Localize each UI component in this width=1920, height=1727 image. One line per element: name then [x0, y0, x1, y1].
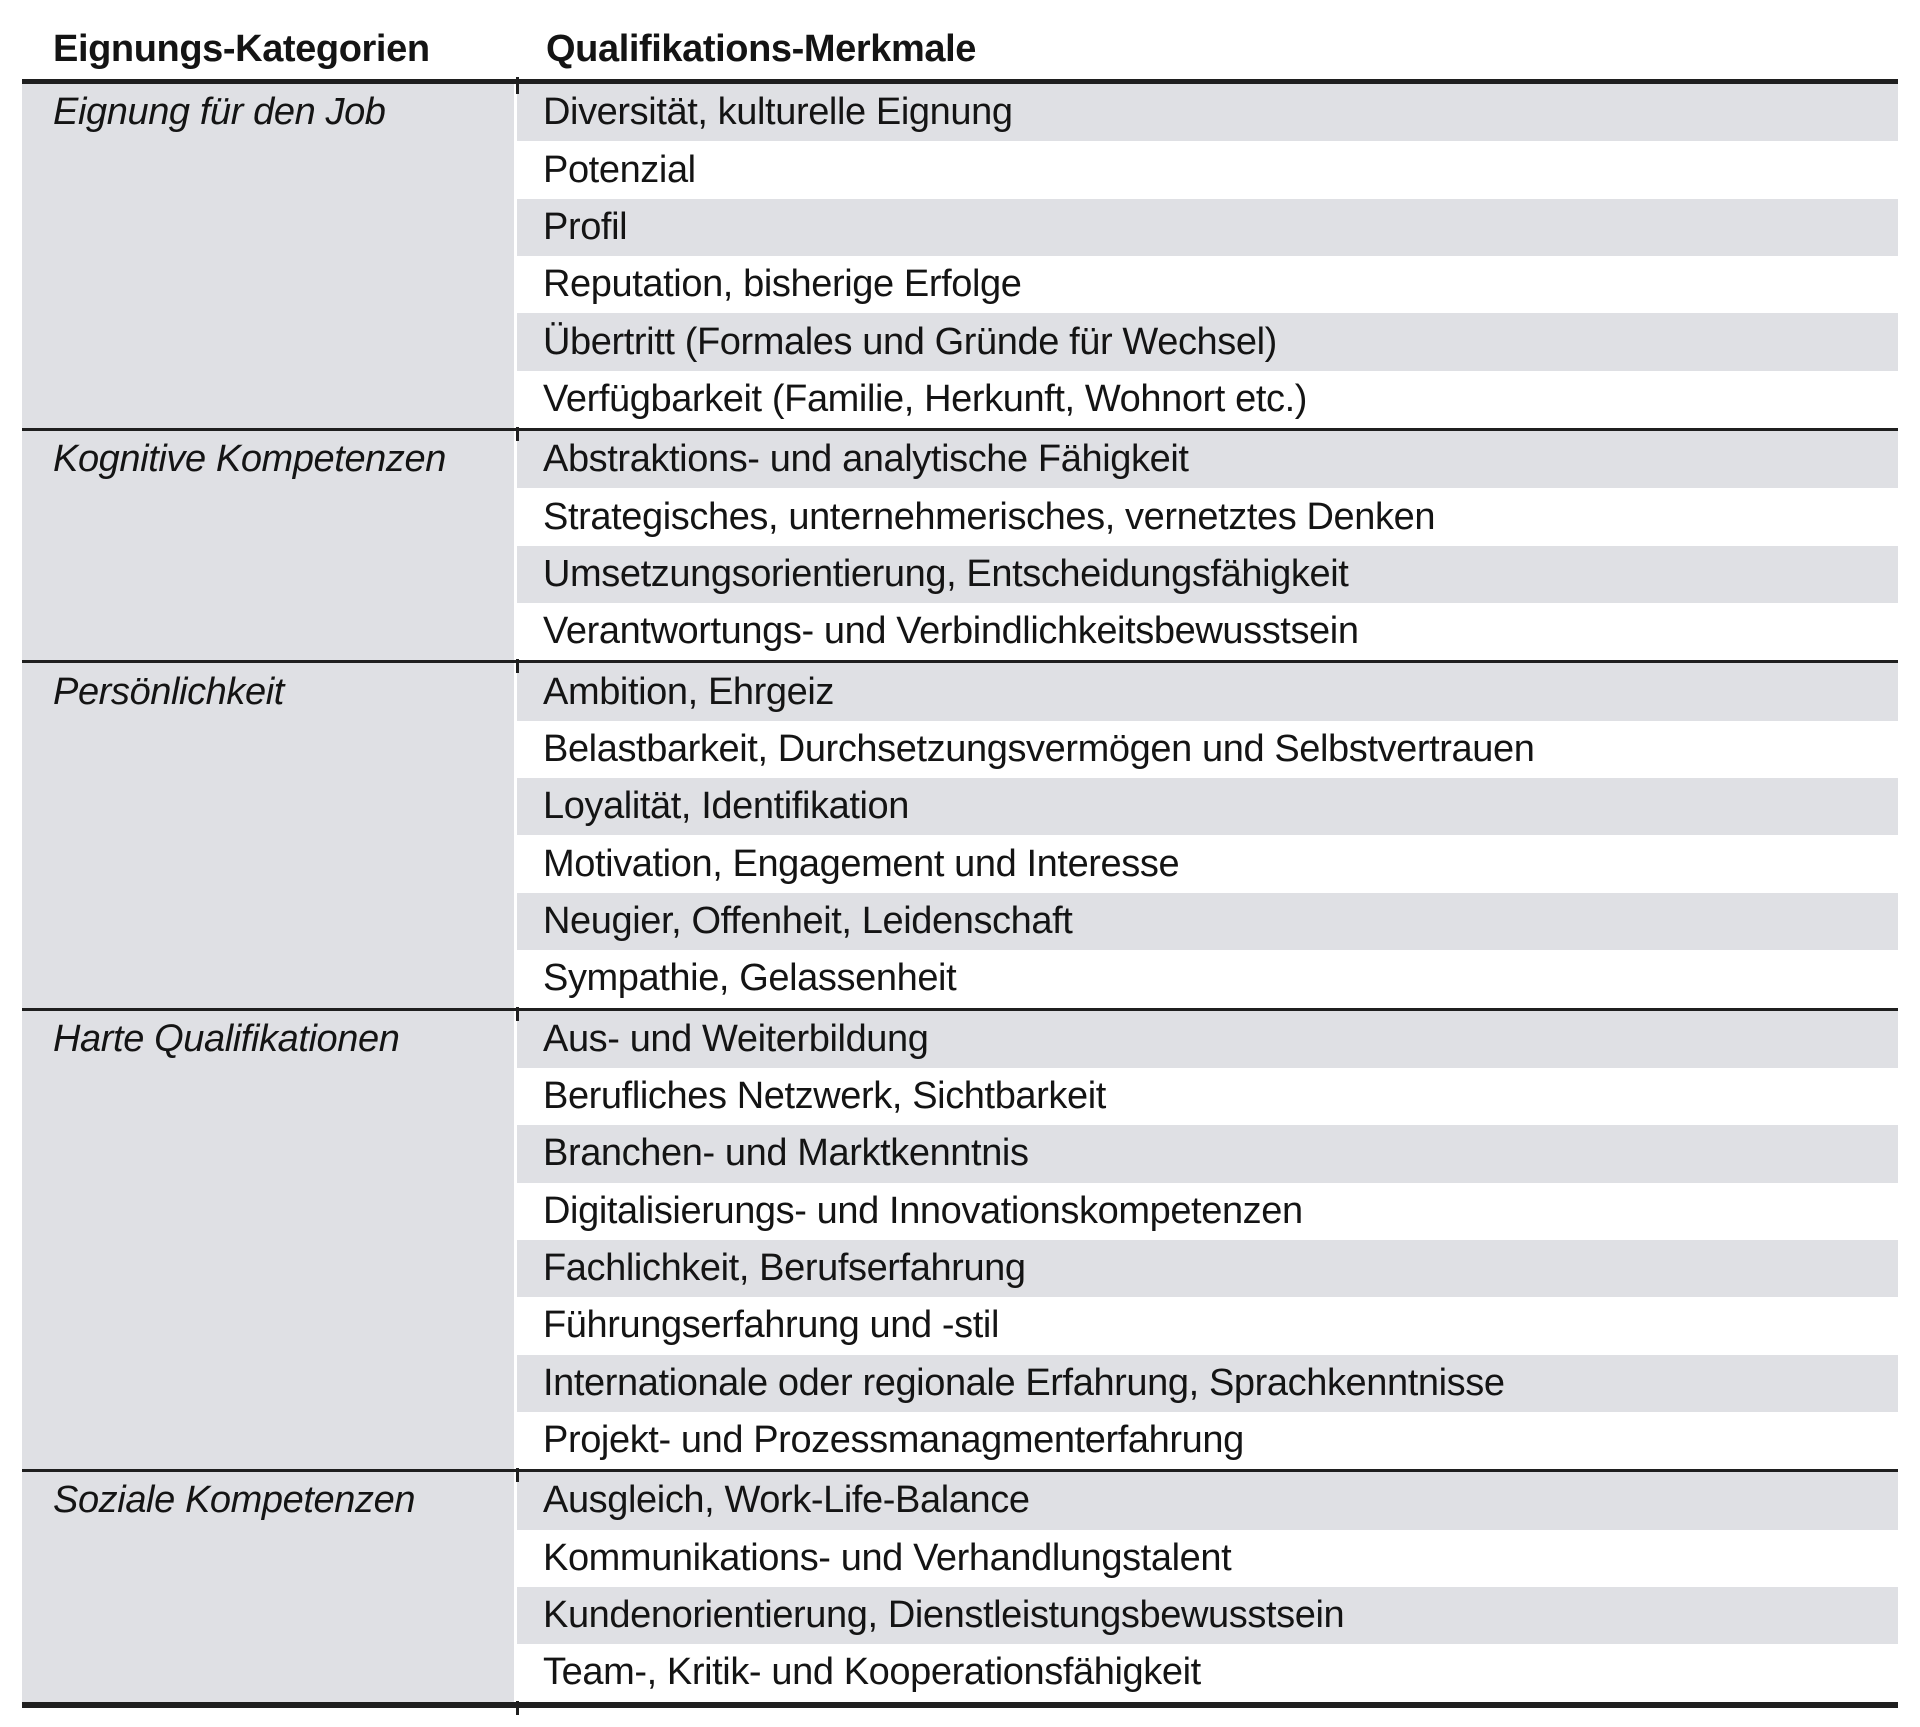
table-row — [517, 256, 1898, 313]
category-cell — [22, 84, 517, 428]
table-row — [517, 1240, 1898, 1297]
table-row — [517, 1530, 1898, 1587]
category-label: Persönlichkeit — [53, 670, 284, 713]
qualification-item-label: Diversität, kulturelle Eignung — [543, 91, 1013, 134]
qualification-item-label: Potenzial — [543, 148, 696, 191]
table-row — [517, 1587, 1898, 1644]
table-row — [517, 1644, 1898, 1701]
table-row — [517, 603, 1898, 660]
category-cell — [22, 1011, 517, 1470]
qualification-item-label: Team-, Kritik- und Kooperationsfähigkeit — [543, 1651, 1201, 1694]
qualification-item-label: Übertritt (Formales und Gründe für Wechsel) — [543, 320, 1277, 363]
table-row — [517, 1068, 1898, 1125]
category-label: Soziale Kompetenzen — [53, 1479, 416, 1522]
category-cell — [22, 431, 517, 660]
table-row — [517, 141, 1898, 198]
qualification-item-label: Reputation, bisherige Erfolge — [543, 263, 1022, 306]
qualification-item-label: Belastbarkeit, Durchsetzungsvermögen und Selbstvertrauen — [543, 727, 1535, 770]
table-row — [517, 1355, 1898, 1412]
items-cell — [517, 1011, 1898, 1470]
table-row — [517, 1472, 1898, 1529]
qualification-item-label: Sympathie, Gelassenheit — [543, 957, 957, 1000]
table-row — [517, 488, 1898, 545]
category-block-2 — [22, 428, 1898, 660]
qualification-item-label: Internationale oder regionale Erfahrung, Sprachkenntnisse — [543, 1361, 1505, 1404]
category-label: Eignung für den Job — [53, 91, 386, 134]
qualification-item-label: Kundenorientierung, Dienstleistungsbewusstsein — [543, 1594, 1345, 1637]
table-row — [517, 371, 1898, 428]
category-block-1 — [22, 84, 1898, 428]
category-block-4 — [22, 1008, 1898, 1470]
table-row — [517, 1125, 1898, 1182]
items-cell — [517, 1472, 1898, 1701]
items-cell — [517, 431, 1898, 660]
qualification-item-label: Ambition, Ehrgeiz — [543, 670, 835, 713]
qualification-item-label: Berufliches Netzwerk, Sichtbarkeit — [543, 1075, 1106, 1118]
table-row — [517, 84, 1898, 141]
table-row — [517, 950, 1898, 1007]
category-cell — [22, 663, 517, 1007]
qualification-item-label: Ausgleich, Work-Life-Balance — [543, 1479, 1030, 1522]
table-row — [517, 835, 1898, 892]
qualification-item-label: Verantwortungs- und Verbindlichkeitsbewusstsein — [543, 610, 1359, 653]
qualification-item-label: Strategisches, unternehmerisches, vernetztes Denken — [543, 495, 1436, 538]
table-row — [517, 721, 1898, 778]
qualification-item-label: Branchen- und Marktkenntnis — [543, 1132, 1029, 1175]
qualification-item-label: Abstraktions- und analytische Fähigkeit — [543, 438, 1189, 481]
qualification-item-label: Aus- und Weiterbildung — [543, 1017, 929, 1060]
column-header-qualifikations-merkmale: Qualifikations-Merkmale — [546, 28, 977, 70]
table-row — [517, 431, 1898, 488]
items-cell — [517, 84, 1898, 428]
category-label: Harte Qualifikationen — [53, 1017, 400, 1060]
qualification-item-label: Verfügbarkeit (Familie, Herkunft, Wohnort etc.) — [543, 377, 1308, 420]
qualification-item-label: Motivation, Engagement und Interesse — [543, 842, 1180, 885]
column-header-eignungs-kategorien: Eignungs-Kategorien — [53, 28, 430, 70]
table-row — [517, 1412, 1898, 1469]
qualification-item-label: Kommunikations- und Verhandlungstalent — [543, 1536, 1232, 1579]
category-label: Kognitive Kompetenzen — [53, 438, 446, 481]
table-row — [517, 1183, 1898, 1240]
category-cell — [22, 1472, 517, 1701]
table-row — [517, 199, 1898, 256]
qualification-item-label: Projekt- und Prozessmanagmenterfahrung — [543, 1419, 1244, 1462]
category-block-3 — [22, 660, 1898, 1007]
qualification-item-label: Neugier, Offenheit, Leidenschaft — [543, 899, 1073, 942]
qualification-item-label: Digitalisierungs- und Innovationskompetenzen — [543, 1189, 1303, 1232]
category-block-5 — [22, 1469, 1898, 1701]
table-row — [517, 1297, 1898, 1354]
table-row — [517, 1011, 1898, 1068]
qualification-item-label: Loyalität, Identifikation — [543, 785, 910, 828]
items-cell — [517, 663, 1898, 1007]
table-body — [22, 84, 1898, 1702]
qualification-item-label: Führungserfahrung und -stil — [543, 1304, 1000, 1347]
table-row — [517, 313, 1898, 370]
qualification-item-label: Profil — [543, 205, 628, 248]
table-row — [517, 546, 1898, 603]
table-row — [517, 893, 1898, 950]
table-header-row — [22, 20, 1898, 84]
qualification-item-label: Fachlichkeit, Berufserfahrung — [543, 1247, 1026, 1290]
table-row — [517, 778, 1898, 835]
qualification-item-label: Umsetzungsorientierung, Entscheidungsfähigkeit — [543, 552, 1349, 595]
table-row — [517, 663, 1898, 720]
qualification-criteria-table — [22, 20, 1898, 1708]
